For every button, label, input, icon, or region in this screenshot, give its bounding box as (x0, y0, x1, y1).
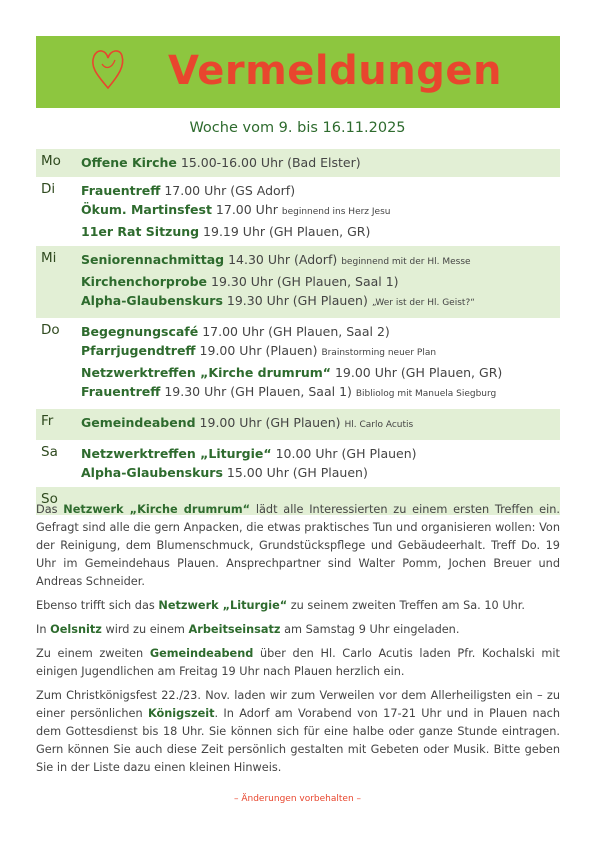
event-title: Kirchenchorprobe (81, 274, 208, 289)
day-events (81, 322, 560, 404)
day-events (81, 413, 560, 435)
event-title: Offene Kirche (81, 155, 177, 170)
announcement-paragraph (36, 687, 560, 777)
event-item (81, 341, 560, 363)
day-label: So (41, 491, 58, 507)
event-note: Hl. Carlo Acutis (344, 420, 414, 430)
event-item (81, 222, 560, 241)
event-title: Pfarrjugendtreff (81, 343, 196, 358)
announcements-text (36, 501, 560, 783)
body-text: Zum Christkönigsfest 22./23. Nov. laden wir zum Verweilen vor dem Allerheiligsten ein – zu einer persönlichen (36, 689, 560, 720)
event-detail: 19.30 Uhr (GH Plauen, Saal 1) (207, 274, 399, 289)
event-note: „Wer ist der Hl. Geist?“ (371, 298, 475, 308)
event-detail: 10.00 Uhr (GH Plauen) (271, 446, 417, 461)
announcement-paragraph (36, 501, 560, 591)
body-text: lädt alle Interessierten zu einem ersten Treffen ein. Gefragt sind alle die gern Anpacken, die etwas praktisches Tun und organisieren wollen: Von der Reinigung, dem Blumenschmuck, Grundstückspflege und Gebäudeerhalt. Treff Do. 19 Uhr im Gemeindehaus Plauen. Ansprechpartner sind Walter Pomm, Jochen Breuer und Andreas Schneider. (36, 503, 560, 588)
event-item (81, 250, 560, 272)
day-events (81, 181, 560, 241)
event-detail: 17.00 Uhr (211, 202, 282, 217)
day-events (81, 250, 560, 313)
event-item (81, 181, 560, 200)
event-detail: 19.00 Uhr (Plauen) (195, 343, 322, 358)
day-row (36, 409, 560, 440)
body-text: am Samstag 9 Uhr eingeladen. (280, 623, 460, 636)
event-note: Brainstorming neuer Plan (321, 348, 437, 358)
highlight-text: Netzwerk „Liturgie“ (158, 599, 288, 612)
event-title: Alpha-Glaubenskurs (81, 293, 223, 308)
event-detail: 19.30 Uhr (GH Plauen, Saal 1) (160, 384, 356, 399)
announcement-paragraph (36, 645, 560, 681)
body-text: wird zu einem (101, 623, 189, 636)
event-title: Netzwerktreffen „Liturgie“ (81, 446, 272, 461)
event-item (81, 291, 560, 313)
event-note: Bibliolog mit Manuela Siegburg (355, 389, 497, 399)
event-detail: 19.19 Uhr (GH Plauen, GR) (199, 224, 371, 239)
day-label: Mi (41, 250, 57, 266)
event-title: Ökum. Martinsfest (81, 202, 212, 217)
day-label: Sa (41, 444, 58, 460)
event-note: beginnend ins Herz Jesu (281, 207, 391, 217)
day-label: Fr (41, 413, 54, 429)
event-title: Gemeindeabend (81, 415, 196, 430)
event-detail: 17.00 Uhr (GS Adorf) (160, 183, 296, 198)
event-item (81, 363, 560, 382)
day-row (36, 440, 560, 487)
event-detail: 14.30 Uhr (Adorf) (224, 252, 342, 267)
day-events (81, 153, 560, 172)
event-detail: 15.00-16.00 Uhr (Bad Elster) (176, 155, 361, 170)
heart-outline-icon (88, 44, 128, 94)
body-text: über den Hl. Carlo Acutis laden Pfr. Kochalski mit einigen Jugendlichen am Freitag 19 Uhr nach Plauen herzlich ein. (36, 647, 560, 678)
page-title: Vermeldungen (168, 48, 502, 94)
body-text: Ebenso trifft sich das (36, 599, 159, 612)
event-item (81, 200, 560, 222)
event-title: Seniorennachmittag (81, 252, 225, 267)
body-text: In (36, 623, 51, 636)
day-label: Mo (41, 153, 61, 169)
highlight-text: Oelsnitz (50, 623, 102, 636)
day-row (36, 149, 560, 177)
event-item (81, 382, 560, 404)
header-banner (36, 36, 560, 108)
event-title: Alpha-Glaubenskurs (81, 465, 223, 480)
event-item (81, 413, 560, 435)
event-detail: 19.00 Uhr (GH Plauen, GR) (331, 365, 503, 380)
week-heading: Woche vom 9. bis 16.11.2025 (189, 120, 406, 136)
highlight-text: Netzwerk „Kirche drumrum“ (63, 503, 251, 516)
event-title: Frauentreff (81, 384, 161, 399)
day-row (36, 318, 560, 409)
event-item (81, 444, 560, 463)
schedule-table (36, 149, 560, 515)
day-label: Do (41, 322, 60, 338)
event-detail: 19.30 Uhr (GH Plauen) (222, 293, 372, 308)
highlight-text: Arbeitseinsatz (188, 623, 281, 636)
announcement-paragraph (36, 621, 560, 639)
event-title: Frauentreff (81, 183, 161, 198)
event-title: Begegnungscafé (81, 324, 199, 339)
event-title: Netzwerktreffen „Kirche drumrum“ (81, 365, 331, 380)
event-detail: 17.00 Uhr (GH Plauen, Saal 2) (198, 324, 390, 339)
event-detail: 15.00 Uhr (GH Plauen) (222, 465, 368, 480)
event-title: 11er Rat Sitzung (81, 224, 200, 239)
body-text: Zu einem zweiten (36, 647, 150, 660)
event-item (81, 463, 560, 482)
body-text: . In Adorf am Vorabend von 17-21 Uhr und in Plauen nach dem Gottesdienst bis 18 Uhr. Sie können sich für eine halbe oder ganze Stunde eintragen. Gern können Sie auch diese Zeit persönlich gestalten mit Gebeten oder Musik. Bitte geben Sie in der Liste dazu einen kleinen Hinweis. (36, 707, 560, 774)
event-detail: 19.00 Uhr (GH Plauen) (195, 415, 345, 430)
highlight-text: Königszeit (147, 707, 215, 720)
announcement-paragraph (36, 597, 560, 615)
highlight-text: Gemeindeabend (149, 647, 254, 660)
day-row (36, 246, 560, 318)
body-text: zu seinem zweiten Treffen am Sa. 10 Uhr. (287, 599, 525, 612)
event-note: beginnend mit der Hl. Messe (341, 257, 471, 267)
event-item (81, 322, 560, 341)
footer-note: – Änderungen vorbehalten – (233, 794, 362, 804)
event-item (81, 272, 560, 291)
day-events (81, 444, 560, 482)
event-item (81, 153, 560, 172)
body-text: Das (36, 503, 64, 516)
day-label: Di (41, 181, 56, 197)
day-row (36, 177, 560, 246)
